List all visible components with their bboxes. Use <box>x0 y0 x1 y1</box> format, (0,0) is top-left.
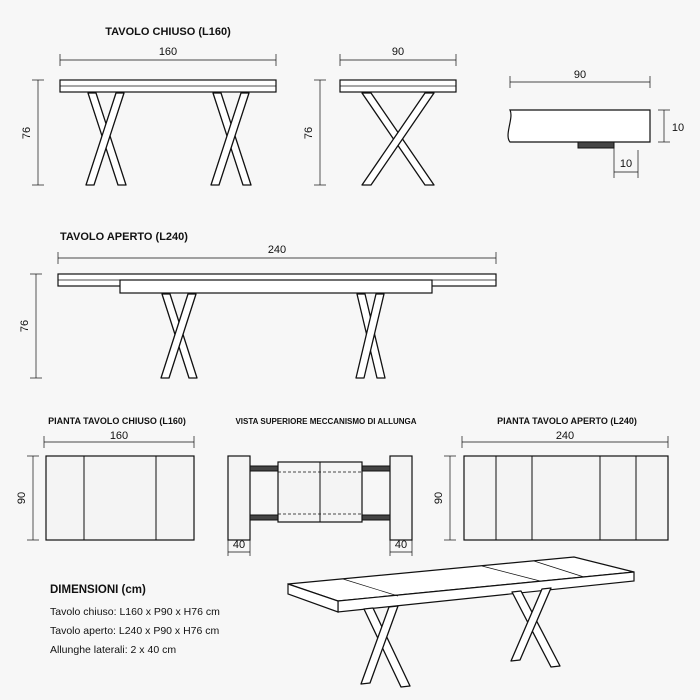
extension-mechanism-view <box>228 417 417 556</box>
open-left-x-leg <box>161 294 197 378</box>
edge-detail-view <box>508 69 684 178</box>
legend-row-closed: Tavolo chiuso: L160 x P90 x H76 cm <box>50 606 220 618</box>
open-side-title: TAVOLO APERTO (L240) <box>60 231 188 243</box>
plan-open-top <box>464 456 668 540</box>
closed-right-x-leg <box>211 93 251 185</box>
mech-left-extension <box>228 456 250 540</box>
plan-open-depth-label: 90 <box>433 491 445 505</box>
dimensions-legend <box>50 584 310 663</box>
mech-left-rail-bottom <box>250 515 278 520</box>
detail-depth-label: 90 <box>573 69 587 81</box>
end-view-x-leg <box>362 93 434 185</box>
detail-rail <box>578 142 614 148</box>
mech-left-ext-label: 40 <box>232 539 246 551</box>
detail-rail-label: 10 <box>619 158 633 170</box>
legend-row-extensions: Allunghe laterali: 2 x 40 cm <box>50 644 177 656</box>
mech-right-rail-top <box>362 466 390 471</box>
plan-open-view <box>433 416 668 540</box>
open-height-label: 76 <box>19 319 31 333</box>
detail-tabletop-section <box>508 110 650 142</box>
end-height-label: 76 <box>303 126 315 140</box>
closed-length-label: 160 <box>158 46 178 58</box>
perspective-right-x-leg <box>511 588 560 667</box>
closed-height-label: 76 <box>21 126 33 140</box>
perspective-left-x-leg <box>361 606 410 687</box>
plan-closed-length-label: 160 <box>109 430 129 442</box>
mech-right-ext-label: 40 <box>394 539 408 551</box>
open-center-frame <box>120 280 432 293</box>
closed-table-side-view <box>21 26 276 185</box>
open-table-side-view <box>19 231 496 378</box>
perspective-view <box>288 557 634 687</box>
legend-heading: DIMENSIONI (cm) <box>50 584 146 596</box>
plan-closed-depth-label: 90 <box>16 491 28 505</box>
plan-open-title: PIANTA TAVOLO APERTO (L240) <box>497 416 637 426</box>
open-right-x-leg <box>356 294 385 378</box>
legend-row-open: Tavolo aperto: L240 x P90 x H76 cm <box>50 625 220 637</box>
plan-closed-top <box>46 456 194 540</box>
closed-left-x-leg <box>86 93 126 185</box>
mech-left-rail-top <box>250 466 278 471</box>
mech-right-rail-bottom <box>362 515 390 520</box>
closed-depth-label: 90 <box>391 46 405 58</box>
closed-table-end-view <box>303 46 456 185</box>
closed-side-title: TAVOLO CHIUSO (L160) <box>105 26 231 38</box>
mechanism-title: VISTA SUPERIORE MECCANISMO DI ALLUNGA <box>235 417 417 426</box>
detail-thickness-label: 10 <box>671 122 685 134</box>
plan-closed-view <box>16 416 194 540</box>
plan-open-length-label: 240 <box>555 430 575 442</box>
plan-closed-title: PIANTA TAVOLO CHIUSO (L160) <box>48 416 186 426</box>
mech-right-extension <box>390 456 412 540</box>
open-length-label: 240 <box>267 244 287 256</box>
